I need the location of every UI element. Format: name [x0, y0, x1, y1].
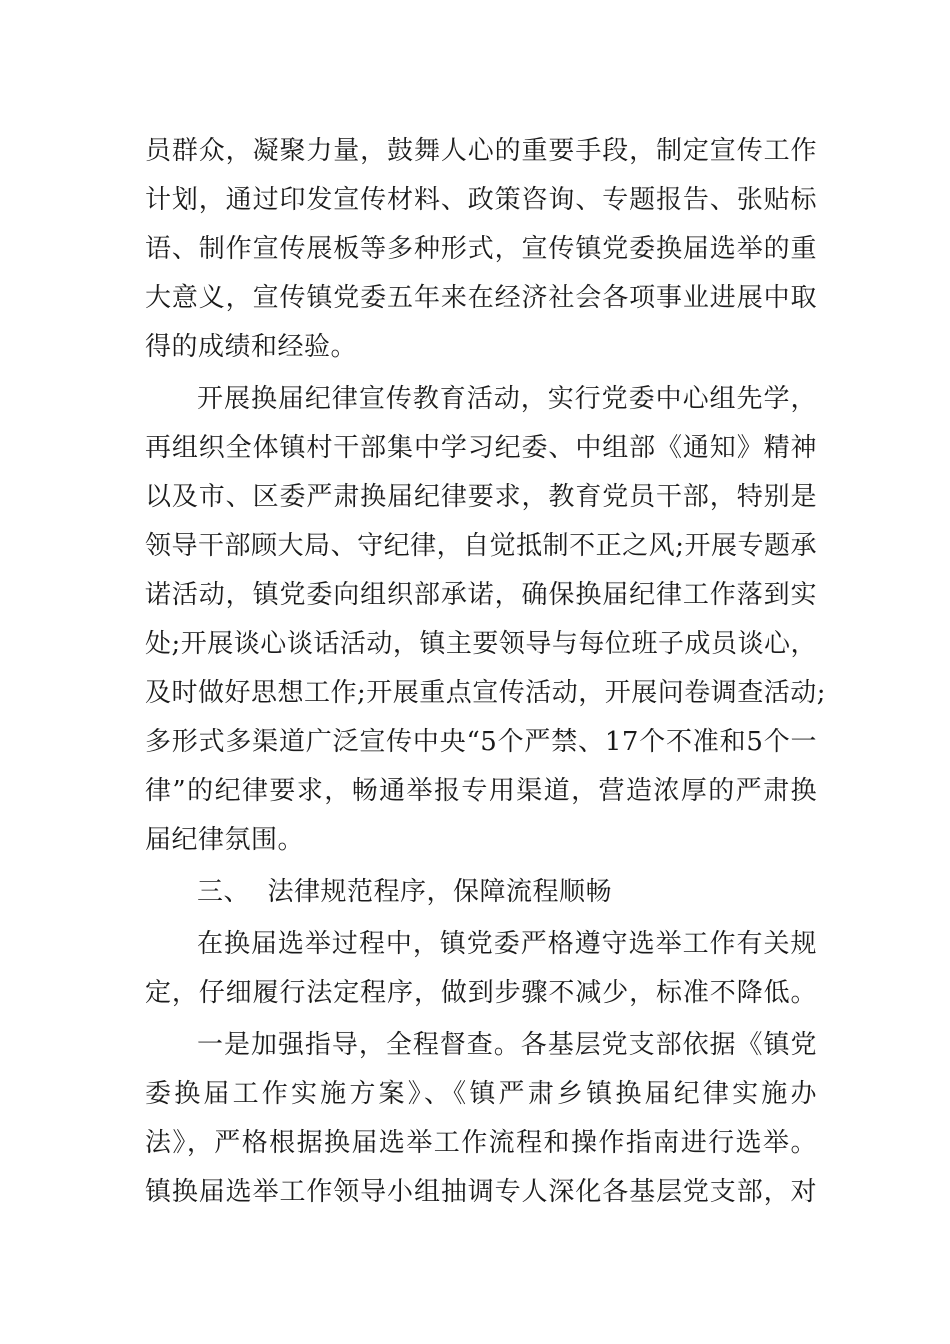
text-line: 定，仔细履行法定程序，做到步骤不减少，标准不降低。	[145, 978, 817, 1008]
text-line: 处;开展谈心谈话活动，镇主要领导与每位班子成员谈心，	[145, 629, 817, 659]
text-line: 委换届工作实施方案》、《镇严肃乡镇换届纪律实施办	[145, 1079, 817, 1109]
text-line: 大意义，宣传镇党委五年来在经济社会各项事业进展中取	[145, 283, 817, 313]
paragraph-first-line: 在换届选举过程中，镇党委严格遵守选举工作有关规	[197, 929, 817, 959]
text-line: 得的成绩和经验。	[145, 332, 358, 362]
text-line: 律”的纪律要求，畅通举报专用渠道，营造浓厚的严肃换	[145, 776, 817, 806]
section-heading: 三、 法律规范程序，保障流程顺畅	[197, 877, 613, 907]
text-line: 领导干部顾大局、守纪律，自觉抵制不正之风;开展专题承	[145, 531, 817, 561]
text-line: 镇换届选举工作领导小组抽调专人深化各基层党支部，对	[145, 1177, 817, 1207]
text-line: 多形式多渠道广泛宣传中央“5个严禁、17个不准和5个一	[145, 727, 817, 757]
text-line: 以及市、区委严肃换届纪律要求，教育党员干部，特别是	[145, 482, 817, 512]
text-line: 届纪律氛围。	[145, 825, 305, 855]
paragraph-first-line: 开展换届纪律宣传教育活动，实行党委中心组先学，	[197, 384, 817, 414]
text-line: 及时做好思想工作;开展重点宣传活动，开展问卷调查活动;	[145, 678, 827, 708]
paragraph-first-line: 一是加强指导，全程督查。各基层党支部依据《镇党	[197, 1030, 817, 1060]
text-line: 语、制作宣传展板等多种形式，宣传镇党委换届选举的重	[145, 234, 817, 264]
text-line: 员群众，凝聚力量，鼓舞人心的重要手段，制定宣传工作	[145, 136, 817, 166]
text-line: 法》，严格根据换届选举工作流程和操作指南进行选举。	[145, 1128, 817, 1158]
text-line: 再组织全体镇村干部集中学习纪委、中组部《通知》精神	[145, 433, 817, 463]
text-line: 计划，通过印发宣传材料、政策咨询、专题报告、张贴标	[145, 185, 817, 215]
text-line: 诺活动，镇党委向组织部承诺，确保换届纪律工作落到实	[145, 580, 817, 610]
